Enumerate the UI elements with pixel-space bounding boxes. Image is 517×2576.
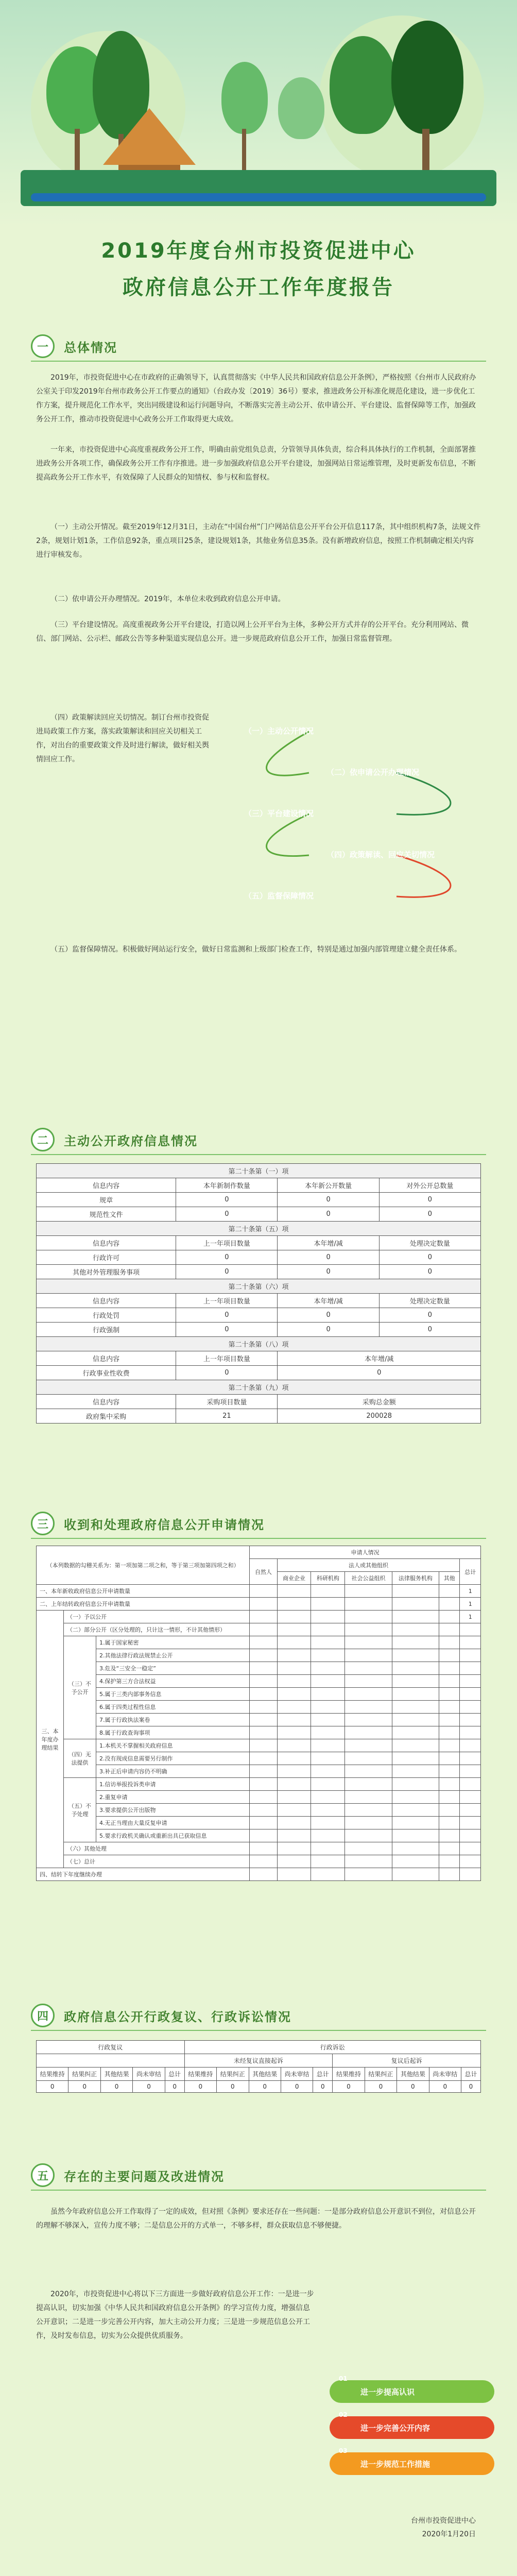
t4-val: 0 [217,2081,249,2093]
table-row: 行政事业性收费 0 0 [37,1366,481,1380]
t4-col: 其他结果 [397,2067,429,2081]
t2-h6: 第二十条第（六）项 [37,1279,481,1294]
t4-val: 0 [281,2081,313,2093]
table-row: 7.属于行政执法案卷 [37,1714,481,1726]
section-2-rule [31,1154,486,1155]
section-1-header [31,335,117,358]
bubble-3: （三）平台建设情况 [244,808,314,818]
table-row: 4.保护第三方合法权益 [37,1675,481,1688]
t4-val: 0 [165,2081,184,2093]
t4-col: 结果维持 [37,2067,68,2081]
pill-1: 01 进一步提高认识 [330,2380,494,2403]
section-4-number: 四 [31,2004,55,2027]
table-row: 4.无正当理由大量反复申请 [37,1817,481,1829]
t4-val: 0 [37,2081,68,2093]
table-row: 四、结转下年度继续办理 [37,1868,481,1881]
t4-col: 结果纠正 [217,2067,249,2081]
t2-h5: 第二十条第（五）项 [37,1222,481,1236]
table-row: 一、本年新收政府信息公开申请数量 1 [37,1585,481,1598]
t4-col: 总计 [313,2067,333,2081]
section-4-header [31,2004,291,2027]
table-row: （七）总计 [37,1855,481,1868]
t3-total: 总计 [460,1559,481,1585]
t4-val: 0 [313,2081,333,2093]
t4-val: 0 [365,2081,397,2093]
table-row: （五）不予处理 1.信访举报投诉类申请 [37,1778,481,1791]
table-row: （二）部分公开（区分处理的，只计这一情形，不计其他情形） [37,1623,481,1636]
overview-p3: （一）主动公开情况。截至2019年12月31日，主动在“中国台州”门户网站信息公开平台公开信息117条，其中组织机构7条，法规文件2条，规划计划1条，工作信息92条，重点项目25条，建设规划1条，其他业务信息35条。没有新增政府信息，按照工作机制确定相关内容进行审核发布。 [36,523,481,559]
signature-org: 台州市投资促进中心 [411,2517,476,2525]
t4-col: 尚未审结 [133,2067,165,2081]
section-1-number: 一 [31,334,55,358]
t4-col: 结果维持 [333,2067,365,2081]
overview-p4: （二）依申请公开办理情况。2019年，本单位未收到政府信息公开申请。 [50,595,285,603]
section-2-title: 主动公开政府信息情况 [64,1133,198,1148]
improvement-pills [330,2375,494,2488]
table-row: （四）无法提供 1.本机关不掌握相关政府信息 [37,1739,481,1752]
t2-col: 对外公开总数量 [379,1178,480,1193]
section-1-rule [31,361,486,362]
table-row: 政府集中采购 21 200028 [37,1409,481,1423]
t3-legal-head: 法人或其他组织 [277,1559,460,1572]
t4-val: 0 [100,2081,132,2093]
table-row: 5.属于三类内部事务信息 [37,1688,481,1701]
t2-h8: 第二十条第（八）项 [37,1337,481,1351]
report-title [0,234,517,300]
t4-val: 0 [333,2081,365,2093]
t3-apply-head: 申请人情况 [250,1546,481,1559]
t4-val: 0 [461,2081,481,2093]
signature [411,2514,476,2541]
section-1-title: 总体情况 [64,340,117,355]
t2-h1: 第二十条第（一）项 [37,1164,481,1178]
t4-col: 总计 [165,2067,184,2081]
hero-illustration [0,0,517,227]
signature-date: 2020年1月20日 [422,2530,476,2538]
table-row: 行政处罚 0 0 0 [37,1308,481,1323]
table-row: 行政许可 0 0 0 [37,1250,481,1265]
t4-col: 结果纠正 [365,2067,397,2081]
section-3-rule [31,1538,486,1539]
t2-col: 本年新制作数量 [176,1178,278,1193]
t4-review: 行政复议 [37,2041,185,2054]
section-3-number: 三 [31,1512,55,1535]
t4-col: 结果纠正 [68,2067,100,2081]
overview-p5: （三）平台建设情况。高度重视政务公开平台建设，打造以网上公开平台为主体，多种公开方式并存的公开平台。充分利用网站、微信、部门网站、公示栏、邮政公告等多种渠道实现信息公开。进一步规范政府信息公开工作，加强日常监督管理。 [36,621,469,643]
overview-p2: 一年来，市投资促进中心高度重视政务公开工作，明确由前党组负总责，分管领导具体负责，综合科具体执行的工作机制，全面部署推进政务公开各项工作，确保政务公开工作有序推进。进一步加强政府信息公开平台建设，加强网站日常运维管理，及时更新发布信息，不断提高政务公开工作水平，有效保障了人民群众的知情权、参与权和监督权。 [36,446,476,482]
section-5-number: 五 [31,2163,55,2187]
problems-p1: 虽然今年政府信息公开工作取得了一定的成效，但对照《条例》要求还存在一些问题：一是部分政府信息公开意识不到位，对信息公开的理解不够深入，宣传力度不够；二是信息公开的方式单一，不够多样，群众获取信息不够便捷。 [36,2208,476,2230]
table-proactive: 第二十条第（一）项 信息内容 本年新制作数量 本年新公开数量 对外公开总数量 规章 0 0 0 规范性文件 0 0 0 第二十条第（五）项 信息内容 上一年项目数量 本年增/减 处理决定数量 行政许可 0 0 0 其他对外管理服务事项 0 0 0 第二十条第（六）项 信息内容 上一年项目数量 本年增/减 处理决定数量 行政处罚 0 0 0 行政强制 0 0 0 第二十条第（八）项 信息内容 上一年项目数量 本年增/减 行政事业性收费 0 0 第二十条第（九）项 信息内容 采购项目数量 采购总金额 政府集中采购 21 200028 [36,1163,481,1423]
section-5-rule [31,2190,486,2191]
table-row: 2.重复申请 [37,1791,481,1804]
overview-bubbles [221,711,489,927]
t4-unreviewed: 未经复议直接起诉 [184,2054,333,2067]
table-row: 2.其他法律行政法规禁止公开 [37,1649,481,1662]
overview-p1: 2019年，市投资促进中心在市政府的正确领导下，认真贯彻落实《中华人民共和国政府信息公开条例》，严格按照《台州市人民政府办公室关于印发2019年台州市政务公开工作要点的通知》（台政办发〔2019〕36号）要求，推进政务公开标准化规范化建设，进一步优化工作方案，提升规范化工作水平，突出同级建设和运行问题导向，不断落实完善主动公开、依申请公开、平台建设、监督保障等工作，加强政务公开工作，推动市投资促进中心政务公开工作取得更大成效。 [36,374,476,423]
title-line1: 2019年度台州市投资促进中心 [101,239,416,263]
table-row: 5.要求行政机关确认或重新出具已获取信息 [37,1829,481,1842]
t4-col: 其他结果 [249,2067,281,2081]
t2-h9: 第二十条第（九）项 [37,1380,481,1395]
t4-reviewed: 复议后起诉 [333,2054,481,2067]
pill-2: 02 进一步完善公开内容 [330,2416,494,2439]
overview-p6: （四）政策解读回应关切情况。制订台州市投资促进局政策工作方案，落实政策解读和回应关切相关工作，对出台的重要政策文件及时进行解读，做好相关舆情回应工作。 [36,714,209,764]
section-3-header [31,1512,265,1535]
table-row: 规章 0 0 0 [37,1193,481,1207]
table-row: 三、本年度办理结果 （一）予以公开 1 [37,1611,481,1623]
t4-col: 结果维持 [184,2067,216,2081]
bubble-4: （四）政策解读、回应关切情况 [326,850,435,859]
t4-val: 0 [397,2081,429,2093]
t4-val: 0 [249,2081,281,2093]
section-4-rule [31,2030,486,2031]
table-row: （三）不予公开 1.属于国家秘密 [37,1636,481,1649]
table-applications: （本列数据的勾稽关系为：第一项加第二项之和，等于第三项加第四项之和） 申请人情况 自然人 法人或其他组织 总计 商业企业 科研机构 社会公益组织 法律服务机构 其他 一、本年新收政府信息公开申请数量 1 二、上年结转政府信息公开申请数量 1 三、本年度办理结果 （一）予以公开 1 （二）部分公开（区分处理的，只计这一情形，不计其他情形） （三）不予公开 1.属于国家秘密 2.其他法律行政法规禁止公开 3.危及“三安全一稳定” 4.保护第三方合法权益 5.属于三类内部事务信息 6.属于四类过程性信息 7.属于行政执法案卷 8.属于行政查询事项 （四）无法提供 1.本机关不掌握相关政府信息 2.没有现成信息需要另行制作 3.补正后申请内容仍不明确 （五）不予处理 1.信访举报投诉类申请 2.重复申请 3.要求提供公开出版物 4.无正当理由大量反复申请 5.要求行政机关确认或重新出具已获取信息 （六）其他处理 （七）总计 四、结转下年度继续办理 [36,1546,481,1881]
table-row: 二、上年结转政府信息公开申请数量 1 [37,1598,481,1611]
t4-val: 0 [184,2081,216,2093]
table-row: 2.没有现成信息需要另行制作 [37,1752,481,1765]
t4-val: 0 [133,2081,165,2093]
table-review-litigation [36,2040,481,2093]
section-5-header [31,2164,225,2187]
table-row: （六）其他处理 [37,1842,481,1855]
t2-col: 本年新公开数量 [278,1178,379,1193]
t4-col: 总计 [461,2067,481,2081]
table-row: 规范性文件 0 0 0 [37,1207,481,1222]
section-2-header [31,1128,198,1151]
t2-col: 信息内容 [37,1178,176,1193]
table-row: 8.属于行政查询事项 [37,1726,481,1739]
problems-p2: 2020年，市投资促进中心将以下三方面进一步做好政府信息公开工作：一是进一步提高认识，切实加强《中华人民共和国政府信息公开条例》的学习宣传力度，增强信息公开意识；二是进一步完善公开内容，加大主动公开力度；三是进一步规范信息公开工作，及时发布信息，切实为公众提供优质服务。 [36,2290,314,2340]
t4-col: 其他结果 [100,2067,132,2081]
t4-val: 0 [429,2081,461,2093]
table-row: 其他对外管理服务事项 0 0 0 [37,1265,481,1279]
t3-natural: 自然人 [250,1559,277,1585]
table-row: 3.危及“三安全一稳定” [37,1662,481,1675]
section-3-title: 收到和处理政府信息公开申请情况 [64,1517,265,1532]
bubble-2: （二）依申请公开办理情况 [326,767,420,777]
section-4-title: 政府信息公开行政复议、行政诉讼情况 [64,2009,291,2024]
t4-col: 尚未审结 [281,2067,313,2081]
bubble-5: （五）监督保障情况 [244,891,314,901]
t3-corner: （本列数据的勾稽关系为：第一项加第二项之和，等于第三项加第四项之和） [37,1546,250,1585]
table-row: 3.要求提供公开出版物 [37,1804,481,1817]
t4-litig: 行政诉讼 [184,2041,480,2054]
bubble-1: （一）主动公开情况 [244,726,314,736]
t4-col: 尚未审结 [429,2067,461,2081]
section-5-title: 存在的主要问题及改进情况 [64,2169,225,2184]
overview-p7: （五）监督保障情况。积极做好网站运行安全，做好日常监测和上级部门检查工作，特别是通过加强内部管理建立健全责任体系。 [50,945,461,954]
table-row: 行政强制 0 0 0 [37,1323,481,1337]
table-row: 6.属于四类过程性信息 [37,1701,481,1714]
table-row: 3.补正后申请内容仍不明确 [37,1765,481,1778]
t4-val: 0 [68,2081,100,2093]
title-line2: 政府信息公开工作年度报告 [123,276,394,299]
pill-3: 03 进一步规范工作措施 [330,2452,494,2475]
section-2-number: 二 [31,1128,55,1151]
